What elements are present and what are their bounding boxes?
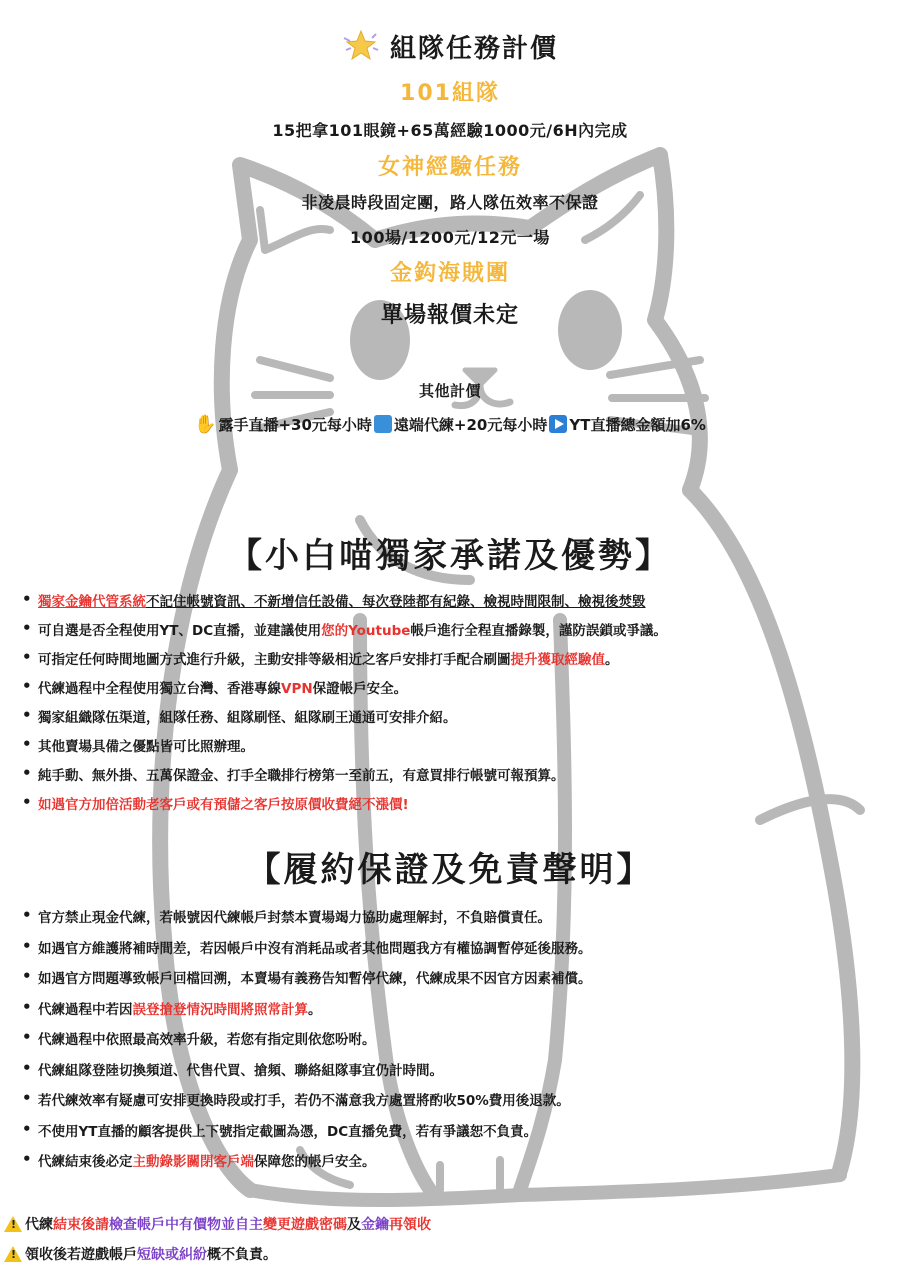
section-goddess-line1: 非凌晨時段固定團，路人隊伍效率不保證 [301,193,599,212]
section-goddess-line2: 100場/1200元/12元一場 [350,228,550,247]
disclaimer-title: 【履約保證及免責聲明】 [246,850,654,890]
title-row [0,26,900,66]
list-item: • 純手動、無外掛、五萬保證金、打手全職排行榜第一至前五，有意買排行帳號可報預算。 [22,764,892,793]
phone-icon [374,415,392,433]
list-item: • 代練過程中若因誤登搶登情況時間將照常計算。 [22,998,892,1029]
other-pricing-row [0,411,900,437]
list-item: • 獨家組織隊伍渠道，組隊任務、組隊刷怪、組隊刷王通通可安排介紹。 [22,706,892,735]
list-item: • 若代練效率有疑慮可安排更換時段或打手，若仍不滿意我方處置將酌收50%費用後退款。 [22,1089,892,1120]
list-item: • 獨家金鑰代管系統不記住帳號資訊、不新增信任設備、每次登陸都有紀錄、檢視時間限制、檢視後焚毀 [22,590,892,619]
section-pirate-line1: 單場報價未定 [380,303,519,328]
list-item: • 代練過程中全程使用獨立台灣、香港專線VPN保證帳戶安全。 [22,677,892,706]
list-item: • 如遇官方維護將補時間差，若因帳戶中沒有消耗品或者其他問題我方有權協調暫停延後服務。 [22,937,892,968]
list-item: • 代練結束後必定主動錄影關閉客戶端保障您的帳戶安全。 [22,1150,892,1181]
list-item: • 如遇官方問題導致帳戶回檔回溯，本賣場有義務告知暫停代練，代練成果不因官方因素補償。 [22,967,892,998]
play-icon [549,415,567,433]
list-item: • 代練組隊登陸切換頻道、代售代買、搶頻、聯絡組隊事宜仍計時間。 [22,1059,892,1090]
list-item: • 不使用YT直播的顧客提供上下號指定截圖為憑，DC直播免費，若有爭議恕不負責。 [22,1120,892,1151]
star-icon [342,28,380,64]
other-pricing-item2: 遠端代練+20元每小時 [393,415,548,434]
list-item: • 其他賣場具備之優點皆可比照辦理。 [22,735,892,764]
section-goddess-heading: 女神經驗任務 [377,155,522,180]
other-pricing-item3: YT直播總金額加6% [569,415,706,434]
warning-icon [4,1216,22,1232]
list-item: • 可自選是否全程使用YT、DC直播，並建議使用您的Youtube帳戶進行全程直播錄製，謹防誤鎖或爭議。 [22,619,892,648]
page-title: 組隊任務計價 [389,33,558,64]
list-item: • 如遇官方加倍活動老客戶或有預儲之客戶按原價收費絕不漲價! [22,793,892,822]
warning-row-1: ! 代練 結束後請 檢查帳戶中有價物並自主 變更遊戲密碼 及 金鑰 再領收 [4,1214,431,1234]
section-pirate-heading: 金鈎海賊團 [389,261,510,286]
other-pricing-label: 其他計價 [418,382,481,400]
promise-list [22,590,892,822]
section-101-heading: 101組隊 [400,81,500,106]
list-item: • 官方禁止現金代練，若帳號因代練帳戶封禁本賣場竭力協助處理解封，不負賠償責任。 [22,906,892,937]
warning-icon [4,1246,22,1262]
section-101-line1: 15把拿101眼鏡+65萬經驗1000元/6H內完成 [272,121,628,140]
hand-icon: ✋ [194,413,217,435]
list-item: • 可指定任何時間地圖方式進行升級，主動安排等級相近之客戶安排打手配合刷圖提升獲取經驗值。 [22,648,892,677]
promise-title: 【小白喵獨家承諾及優勢】 [228,536,672,576]
disclaimer-list [22,906,892,1181]
other-pricing-item1: 露手直播+30元每小時 [218,415,372,434]
list-item: • 代練過程中依照最高效率升級，若您有指定則依您吩咐。 [22,1028,892,1059]
warning-row-2: ! 領收後若遊戲帳戶 短缺或糾紛 概不負責。 [4,1244,277,1264]
